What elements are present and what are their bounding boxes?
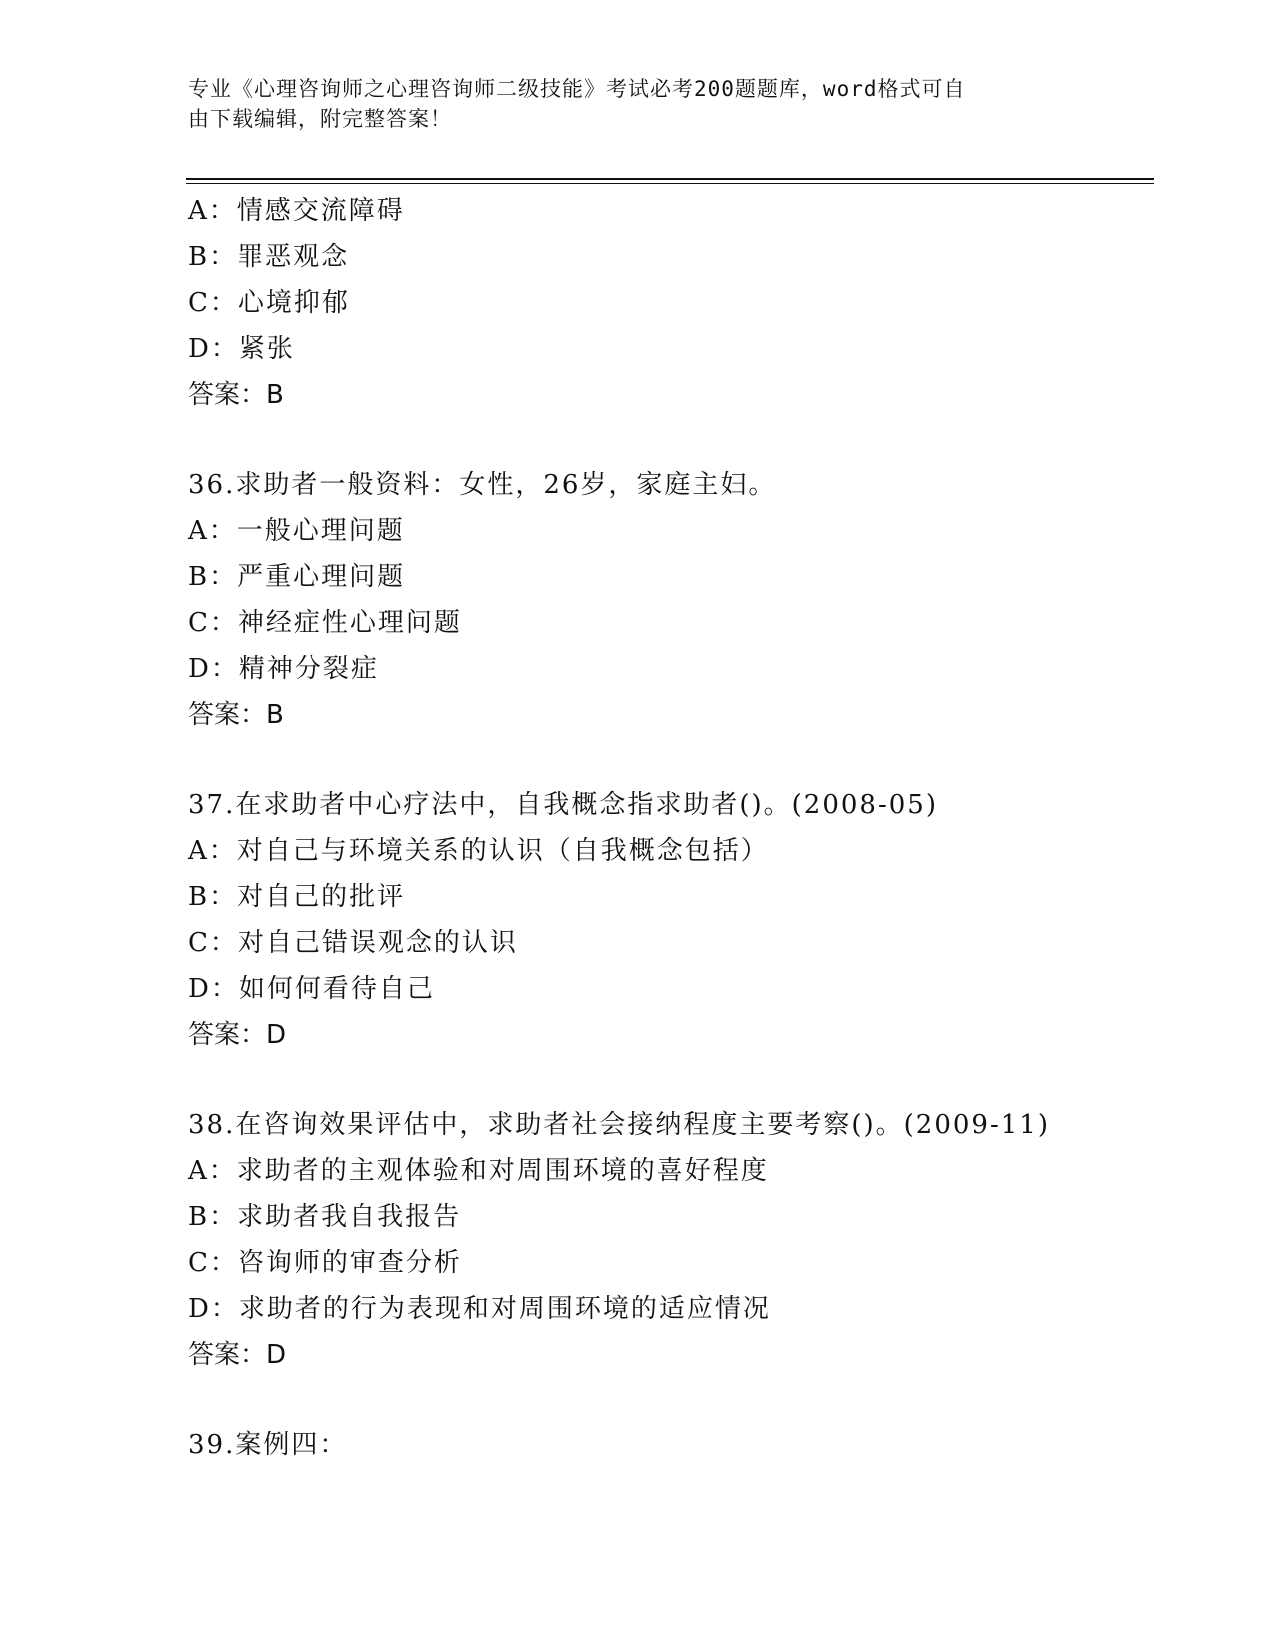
option-a: A：情感交流障碍 xyxy=(188,196,405,226)
question-36-block xyxy=(188,462,1188,738)
header-rule-thick xyxy=(186,178,1154,180)
answer-line: 答案：B xyxy=(188,380,284,410)
question-stem: 38.在咨询效果评估中，求助者社会接纳程度主要考察()。(2009-11) xyxy=(188,1110,1050,1140)
option-d: D：紧张 xyxy=(188,334,295,364)
option-a: A：一般心理问题 xyxy=(188,516,405,546)
header-line-1: 专业《心理咨询师之心理咨询师二级技能》考试必考200题题库，word格式可自 xyxy=(188,77,966,101)
option-b: B：罪恶观念 xyxy=(188,242,350,272)
question-35-block xyxy=(188,188,1188,418)
option-c: C：咨询师的审查分析 xyxy=(188,1248,462,1278)
question-39-block xyxy=(188,1422,1188,1468)
option-c: C：对自己错误观念的认识 xyxy=(188,928,518,958)
option-d: D：求助者的行为表现和对周围环境的适应情况 xyxy=(188,1294,771,1324)
header-rule-thin xyxy=(186,183,1154,184)
option-a: A：求助者的主观体验和对周围环境的喜好程度 xyxy=(188,1156,769,1186)
option-d: D：如何何看待自己 xyxy=(188,974,435,1004)
option-b: B：求助者我自我报告 xyxy=(188,1202,462,1232)
answer-line: 答案：D xyxy=(188,1340,287,1370)
question-stem: 36.求助者一般资料：女性，26岁，家庭主妇。 xyxy=(188,470,777,500)
option-d: D：精神分裂症 xyxy=(188,654,379,684)
header-line-2: 由下载编辑，附完整答案！ xyxy=(188,107,452,131)
question-37-block xyxy=(188,782,1188,1058)
document-header xyxy=(188,74,1078,134)
answer-line: 答案：B xyxy=(188,700,284,730)
option-c: C：心境抑郁 xyxy=(188,288,350,318)
question-list xyxy=(188,188,1188,1468)
question-stem: 37.在求助者中心疗法中，自我概念指求助者()。(2008-05) xyxy=(188,790,938,820)
answer-line: 答案：D xyxy=(188,1020,287,1050)
option-c: C：神经症性心理问题 xyxy=(188,608,462,638)
question-stem: 39.案例四： xyxy=(188,1430,348,1460)
option-b: B：对自己的批评 xyxy=(188,882,406,912)
option-b: B：严重心理问题 xyxy=(188,562,406,592)
option-a: A：对自己与环境关系的认识（自我概念包括） xyxy=(188,836,769,866)
question-38-block xyxy=(188,1102,1188,1378)
